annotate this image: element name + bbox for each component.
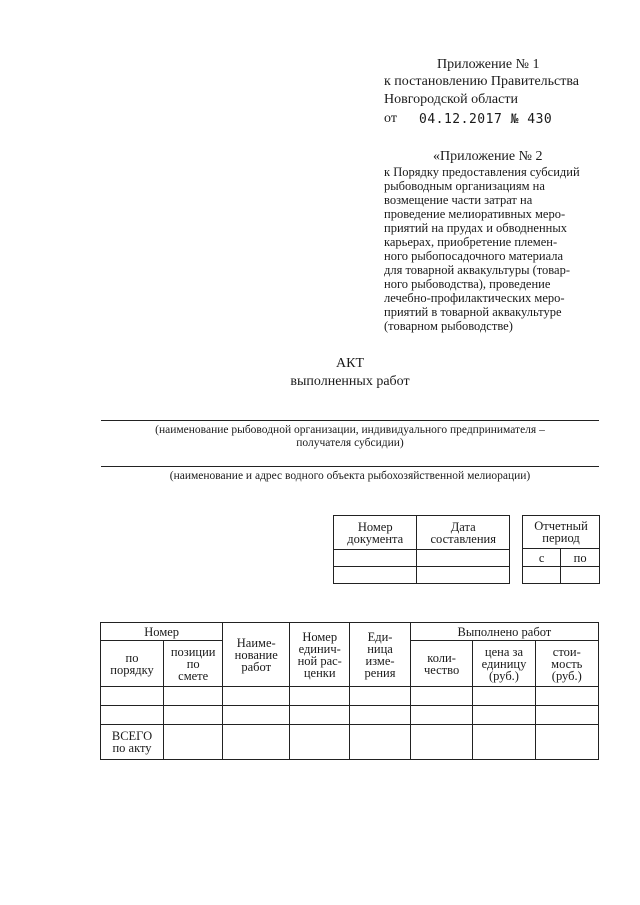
period-from-cell[interactable]: [523, 567, 561, 584]
pos-l2: по: [186, 656, 200, 671]
table-cell[interactable]: [101, 706, 164, 725]
period-to-label: по: [561, 549, 600, 567]
price-l2: единицу: [481, 656, 527, 671]
annex2-line: к Порядку предоставления субсидий: [384, 165, 580, 179]
annex2-line: лечебно-профилактических меро-: [384, 291, 565, 305]
table-cell[interactable]: [473, 687, 535, 706]
period-l2: период: [542, 531, 580, 545]
unit-l2: ница: [367, 641, 393, 656]
annex2-title: «Приложение № 2: [433, 149, 543, 164]
document-table: [333, 515, 510, 584]
doc-date-cell[interactable]: [417, 567, 510, 584]
appendix-title: Приложение № 1: [437, 57, 540, 72]
from-label: от: [384, 111, 397, 126]
qty-l1: коли-: [427, 650, 456, 665]
annex2-text: [384, 165, 580, 333]
rate-l2: единич-: [298, 641, 341, 656]
table-cell[interactable]: [164, 687, 223, 706]
doc-number-cell[interactable]: [334, 550, 417, 567]
table-cell[interactable]: [350, 725, 411, 760]
annex2-line: (товарном рыбоводстве): [384, 319, 513, 333]
table-row: [101, 706, 599, 725]
annex2-line: возмещение части затрат на: [384, 193, 533, 207]
rate-l3: ной рас-: [297, 653, 342, 668]
table-cell[interactable]: [350, 687, 411, 706]
number-header: Номер: [101, 623, 223, 641]
table-cell[interactable]: [101, 687, 164, 706]
cost-l1: стои-: [552, 644, 581, 659]
quantity-header: [410, 641, 473, 687]
table-row: [101, 687, 599, 706]
doc-number-l2: документа: [347, 531, 404, 546]
org-caption-1: (наименование рыбоводной организации, индивидуального предпринимателя –: [155, 424, 545, 436]
table-cell[interactable]: [350, 706, 411, 725]
table-cell[interactable]: [290, 725, 350, 760]
annex2-line: ного рыбоводства), проведение: [384, 277, 551, 291]
doc-date-cell[interactable]: [417, 550, 510, 567]
table-cell[interactable]: [290, 687, 350, 706]
table-cell[interactable]: [164, 706, 223, 725]
pos-l1: позиции: [170, 644, 216, 659]
order-l2: порядку: [110, 662, 154, 677]
qty-l2: чество: [423, 662, 460, 677]
org-caption-2: получателя субсидии): [296, 437, 404, 449]
work-name-l1: Наиме-: [236, 635, 276, 650]
rate-l4: ценки: [303, 665, 336, 680]
pos-l3: смете: [178, 668, 209, 683]
unit-price-header: [473, 641, 535, 687]
doc-date-l1: Дата: [450, 519, 476, 534]
total-l1: ВСЕГО: [111, 729, 153, 743]
annex2-line: для товарной аквакультуры (товар-: [384, 263, 571, 277]
unit-l4: рения: [364, 665, 396, 680]
table-cell[interactable]: [410, 706, 473, 725]
rate-number-header: [290, 623, 350, 687]
header-line-2: Новгородской области: [384, 92, 518, 107]
work-name-l3: работ: [241, 659, 272, 674]
table-cell[interactable]: [535, 725, 598, 760]
act-subtitle: выполненных работ: [290, 374, 410, 389]
annex2-line: проведение мелиоративных меро-: [384, 207, 566, 221]
total-row: [101, 725, 599, 760]
unit-l3: изме-: [365, 653, 395, 668]
price-l3: (руб.): [488, 668, 519, 683]
order-l1: по: [125, 650, 139, 665]
doc-number-cell[interactable]: [334, 567, 417, 584]
cost-header: [535, 641, 598, 687]
annex2-line: карьерах, приобретение племен-: [384, 235, 558, 249]
cost-l3: (руб.): [551, 668, 582, 683]
total-label: [101, 725, 164, 760]
rate-l1: Номер: [302, 629, 338, 644]
annex2-line: рыбоводным организациям на: [384, 179, 545, 193]
table-cell[interactable]: [223, 725, 290, 760]
cost-l2: мость: [551, 656, 583, 671]
table-cell[interactable]: [410, 687, 473, 706]
table-cell[interactable]: [410, 725, 473, 760]
org-name-line: [101, 420, 599, 421]
unit-l1: Еди-: [367, 629, 393, 644]
work-done-header: Выполнено работ: [410, 623, 598, 641]
work-name-l2: нование: [234, 647, 278, 662]
table-cell[interactable]: [473, 706, 535, 725]
table-cell[interactable]: [223, 687, 290, 706]
doc-date-l2: составления: [430, 531, 496, 546]
table-cell[interactable]: [164, 725, 223, 760]
order-header: [101, 641, 164, 687]
annex2-line: приятий в товарной аквакультуре: [384, 305, 562, 319]
doc-date-header: [417, 516, 510, 550]
water-caption: (наименование и адрес водного объекта рыбохозяйственной мелиорации): [169, 470, 531, 482]
total-l2: по акту: [112, 741, 152, 755]
header-line-1: к постановлению Правительства: [384, 74, 580, 89]
table-cell[interactable]: [223, 706, 290, 725]
period-from-label: с: [523, 549, 561, 567]
work-name-header: [223, 623, 290, 687]
annex2-line: ного рыбопосадочного материала: [384, 249, 564, 263]
annex2-line: приятий на прудах и обводненных: [384, 221, 567, 235]
decree-date-number: 04.12.2017 № 430: [419, 112, 553, 127]
period-l1: Отчетный: [534, 519, 588, 533]
doc-number-header: [334, 516, 417, 550]
unit-header: [350, 623, 411, 687]
position-header: [164, 641, 223, 687]
water-object-line: [101, 466, 599, 467]
price-l1: цена за: [484, 644, 524, 659]
works-table: [100, 622, 599, 760]
period-header: [523, 516, 600, 549]
table-cell[interactable]: [473, 725, 535, 760]
table-cell[interactable]: [535, 706, 598, 725]
table-cell[interactable]: [535, 687, 598, 706]
table-cell[interactable]: [290, 706, 350, 725]
period-table: [522, 515, 600, 584]
doc-number-l1: Номер: [357, 519, 393, 534]
period-to-cell[interactable]: [561, 567, 600, 584]
act-title: АКТ: [336, 356, 364, 371]
